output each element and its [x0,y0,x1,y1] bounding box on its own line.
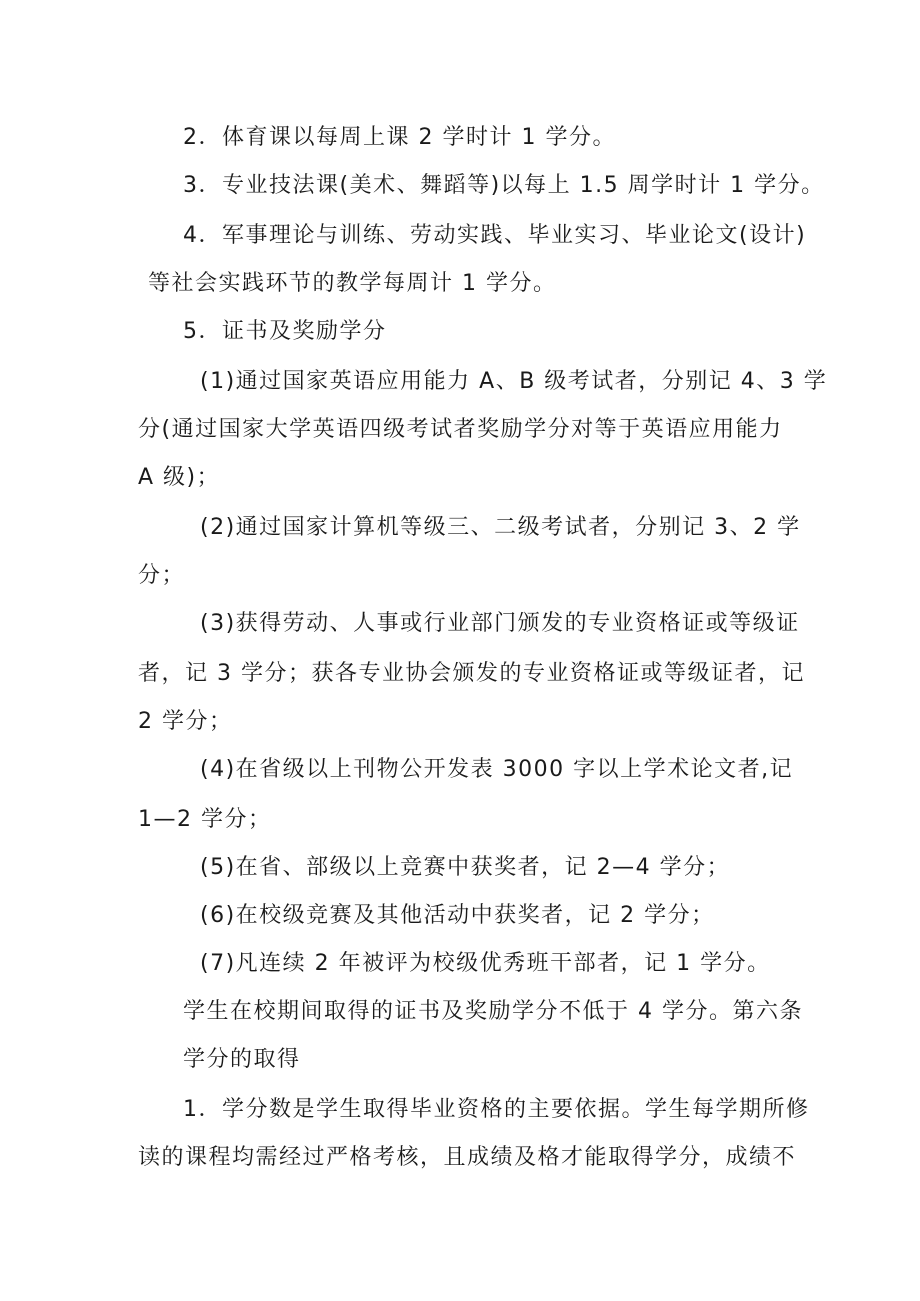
item-3-skill-course-credit: 3．专业技法课(美术、舞蹈等)以每上 1.5 周学时计 1 学分。 [183,173,825,198]
item-2-pe-credit: 2．体育课以每周上课 2 学时计 1 学分。 [183,125,616,150]
sub-item-4-paper: (4)在省级以上刊物公开发表 3000 字以上学术论文者,记 [200,757,794,782]
sub-item-3-qualification: (3)获得劳动、人事或行业部门颁发的专业资格证或等级证 [200,611,800,636]
minimum-award-credit: 学生在校期间取得的证书及奖励学分不低于 4 学分。第六条 [183,999,803,1024]
article-6-item-1-continued: 读的课程均需经过严格考核，且成绩及格才能取得学分，成绩不 [138,1145,797,1170]
sub-item-6-school-competition: (6)在校级竞赛及其他活动中获奖者，记 2 学分； [200,903,715,928]
sub-item-7-class-cadre: (7)凡连续 2 年被评为校级优秀班干部者，记 1 学分。 [200,951,771,976]
item-4-practice-credit-continued: 等社会实践环节的教学每周计 1 学分。 [148,271,557,296]
item-5-certificate-heading: 5．证书及奖励学分 [183,319,387,344]
article-6-item-1: 1．学分数是学生取得毕业资格的主要依据。学生每学期所修 [183,1097,810,1122]
item-4-practice-credit: 4．军事理论与训练、劳动实践、毕业实习、毕业论文(设计) [183,223,807,248]
sub-item-3-qualification-continued: 者，记 3 学分；获各专业协会颁发的专业资格证或等级证者，记 [138,661,805,686]
sub-item-5-competition: (5)在省、部级以上竞赛中获奖者，记 2—4 学分； [200,855,731,880]
sub-item-1-english-continued: 分(通过国家大学英语四级考试者奖励学分对等于英语应用能力 [138,417,783,442]
article-6-heading: 学分的取得 [183,1047,301,1072]
sub-item-3-qualification-end: 2 学分； [138,709,233,734]
sub-item-4-paper-end: 1—2 学分； [138,807,272,832]
sub-item-1-english-end: A 级)； [138,465,221,490]
sub-item-2-computer: (2)通过国家计算机等级三、二级考试者，分别记 3、2 学 [200,515,801,540]
sub-item-1-english: (1)通过国家英语应用能力 A、B 级考试者，分别记 4、3 学 [200,369,828,394]
sub-item-2-computer-end: 分； [138,563,186,588]
